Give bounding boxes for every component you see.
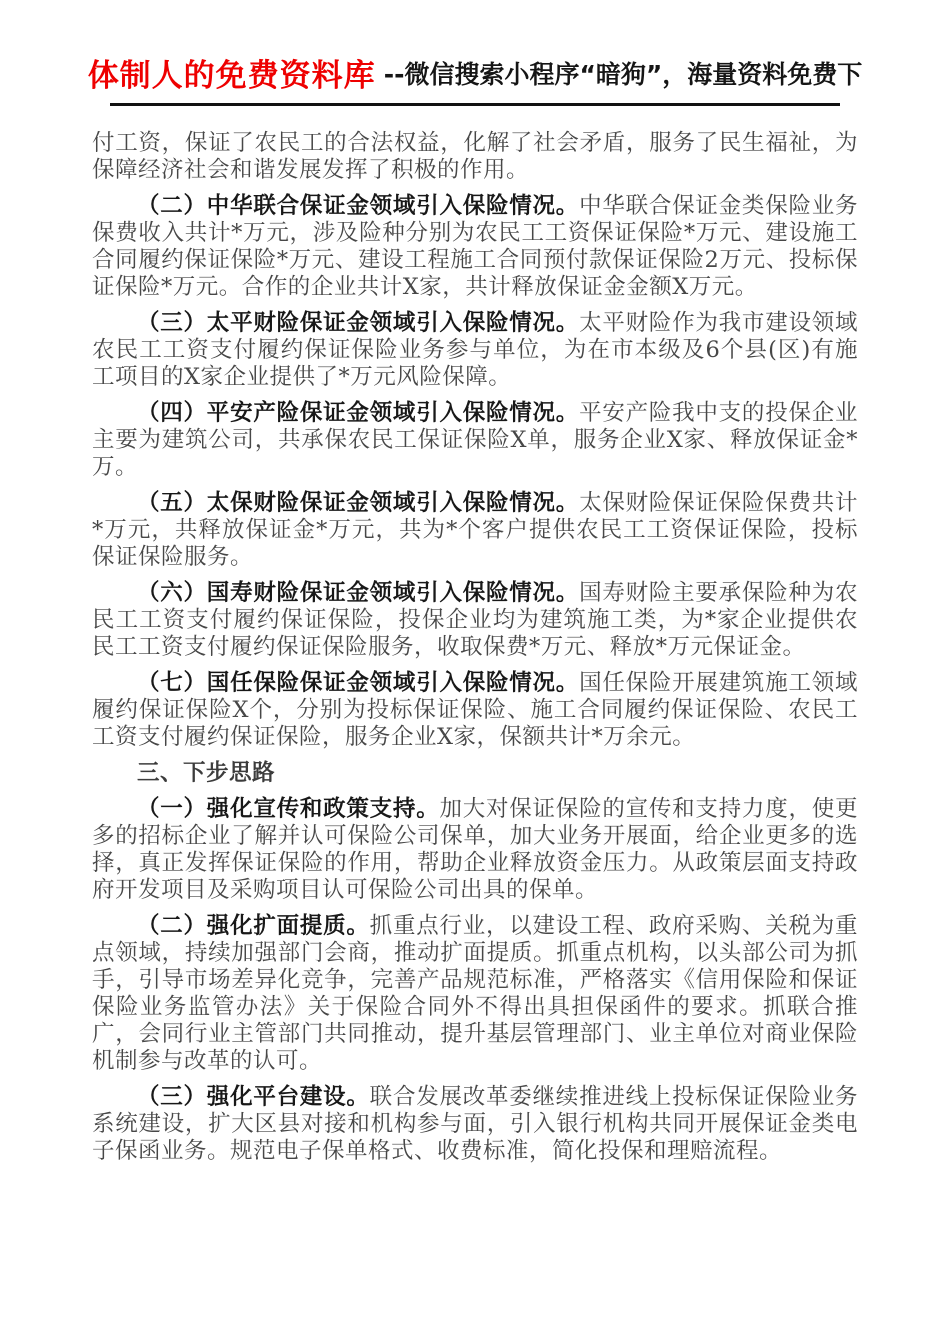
paragraph-text: 中华联合保证金类保险业务保费收入共计*万元，涉及险种分别为农民工工资保证保险*万元、建设施工合同履约保证保险*万元、建设工程施工合同预付款保证保险2万元、投标保证保险*万元。合作的企业共计X家，共计释放保证金金额X万元。 [92, 193, 858, 300]
body-paragraph [92, 670, 858, 751]
paragraph-text: 国寿财险主要承保险种为农民工工资支付履约保证保险，投保企业均为建筑施工类，为*家企业提供农民工工资支付履约保证保险服务，收取保费*万元、释放*万元保证金。 [92, 580, 858, 660]
brand-title: 体制人的免费资料库 [87, 58, 376, 94]
paragraph-run-in-heading: （一）强化宣传和政策支持。 [137, 796, 440, 822]
section-heading: 三、下步思路 [137, 760, 276, 786]
body-paragraph [92, 310, 858, 391]
insurance-sections [92, 193, 858, 751]
paragraph-run-in-heading: （四）平安产险保证金领域引入保险情况。 [137, 400, 580, 426]
paragraph-text: 抓重点行业，以建设工程、政府采购、关税为重点领域，持续加强部门会商，推动扩面提质。抓重点机构，以头部公司为抓手，引导市场差异化竞争，完善产品规范标准，严格落实《信用保险和保证保险业务监管办法》关于保险合同外不得出具担保函件的要求。抓联合推广，会同行业主管部门共同推动，提升基层管理部门、业主单位对商业保险机制参与改革的认可。 [92, 913, 858, 1074]
paragraph-text: 太平财险作为我市建设领域农民工工资支付履约保证保险业务参与单位，为在市本级及6个县(区)有施工项目的X家企业提供了*万元风险保障。 [92, 310, 858, 390]
paragraph-run-in-heading: （六）国寿财险保证金领域引入保险情况。 [137, 580, 580, 606]
body-paragraph [92, 1084, 858, 1165]
document-body [92, 130, 858, 1165]
brand-tagline: --微信搜索小程序“暗狗”，海量资料免费下 [383, 59, 863, 89]
paragraph-text: 太保财险保证保险保费共计*万元，共释放保证金*万元，共为*个客户提供农民工工资保证保险，投标保证保险服务。 [92, 490, 858, 570]
paragraph-text: 加大对保证保险的宣传和支持力度，使更多的招标企业了解并认可保险公司保单，加大业务开展面，给企业更多的选择，真正发挥保证保险的作用，帮助企业释放资金压力。从政策层面支持政府开发项目及采购项目认可保险公司出具的保单。 [92, 796, 858, 903]
paragraph-run-in-heading: （五）太保财险保证金领域引入保险情况。 [137, 490, 580, 516]
body-paragraph [92, 796, 858, 904]
body-paragraph [92, 580, 858, 661]
body-paragraph [92, 193, 858, 301]
paragraph-run-in-heading: （三）强化平台建设。 [137, 1084, 370, 1110]
paragraph-text: 平安产险我中支的投保企业主要为建筑公司，共承保农民工保证保险X单，服务企业X家、释放保证金*万。 [92, 400, 858, 480]
promo-header [0, 0, 950, 106]
plan-sections [92, 796, 858, 1165]
body-paragraph [92, 913, 858, 1075]
paragraph-run-in-heading: （二）强化扩面提质。 [137, 913, 370, 939]
paragraph-text: 联合发展改革委继续推进线上投标保证保险业务系统建设，扩大区县对接和机构参与面，引入银行机构共同开展保证金类电子保函业务。规范电子保单格式、收费标准，简化投保和理赔流程。 [92, 1084, 858, 1164]
paragraph-run-in-heading: （二）中华联合保证金领域引入保险情况。 [137, 193, 580, 219]
body-paragraph [92, 400, 858, 481]
paragraph-text: 国任保险开展建筑施工领域履约保证保险X个，分别为投标保证保险、施工合同履约保证保险、农民工工资支付履约保证保险，服务企业X家，保额共计*万余元。 [92, 670, 858, 750]
paragraph-run-in-heading: （三）太平财险保证金领域引入保险情况。 [137, 310, 580, 336]
body-paragraph [92, 490, 858, 571]
intro-paragraph: 付工资，保证了农民工的合法权益，化解了社会矛盾，服务了民生福祉，为保障经济社会和谐发展发挥了积极的作用。 [92, 130, 858, 183]
header-divider [110, 103, 840, 106]
paragraph-run-in-heading: （七）国任保险保证金领域引入保险情况。 [137, 670, 580, 696]
